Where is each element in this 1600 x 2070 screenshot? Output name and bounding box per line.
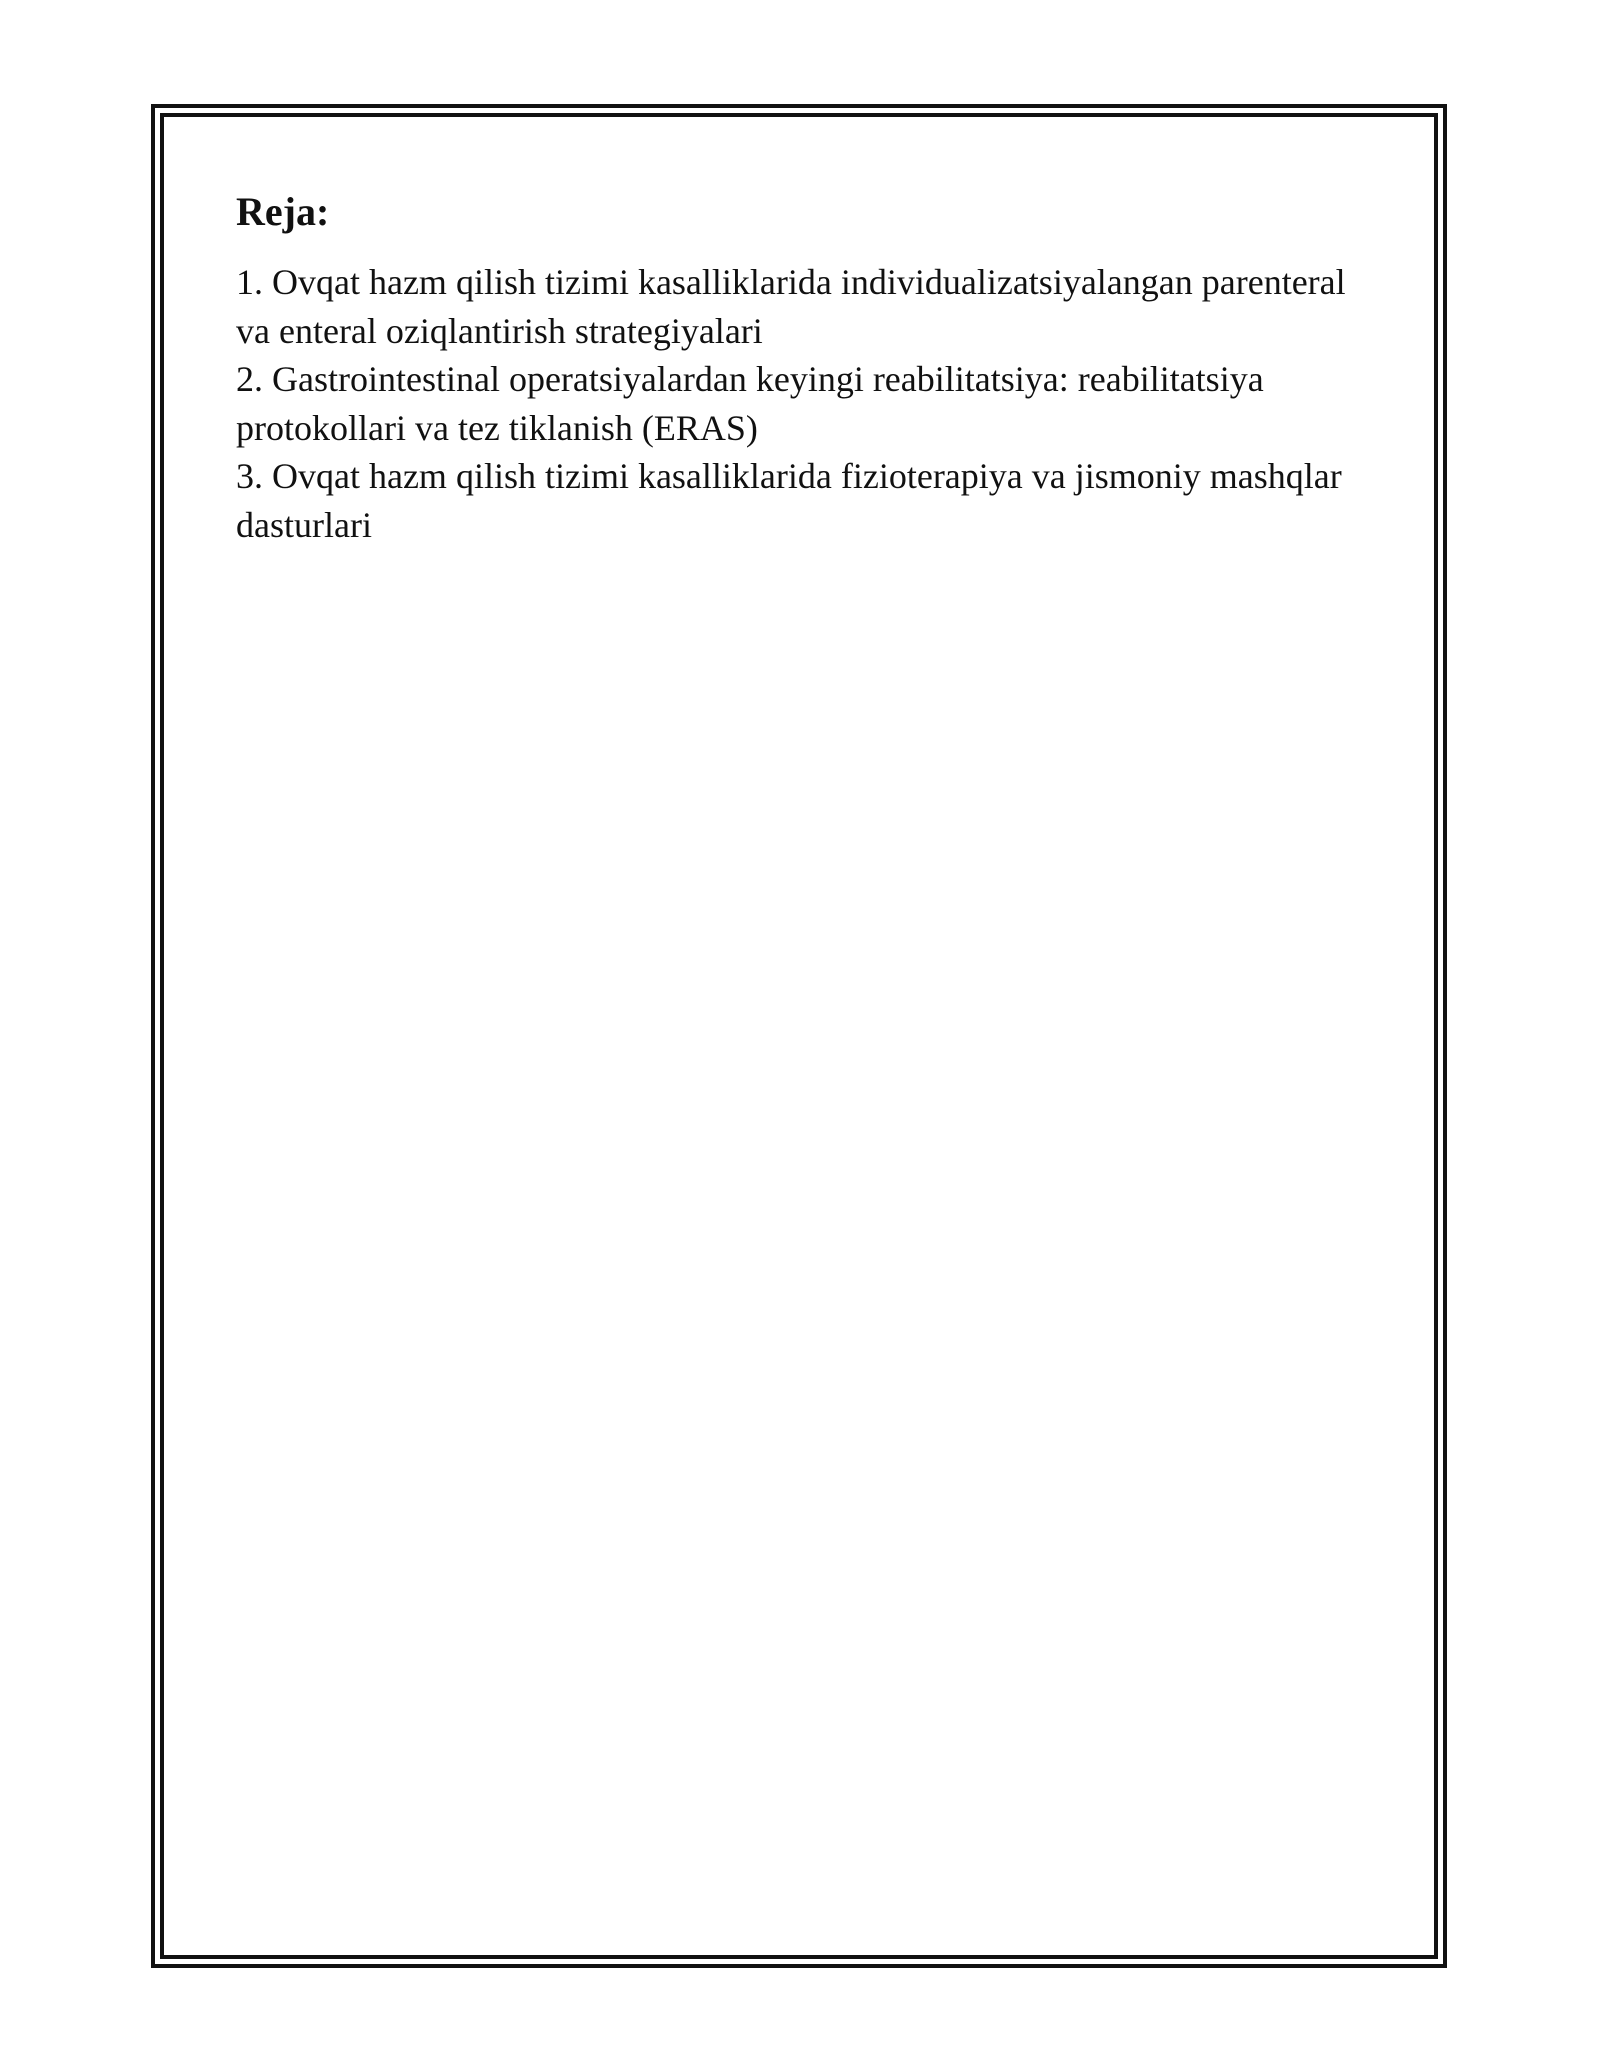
plan-list: [236, 258, 1376, 549]
document-body: [236, 186, 1376, 549]
plan-item-3: 3. Ovqat hazm qilish tizimi kasalliklarida fizioterapiya va jismoniy mashqlar dasturlari: [236, 456, 1342, 545]
plan-item-2: 2. Gastrointestinal operatsiyalardan keyingi reabilitatsiya: reabilitatsiya protokollari va tez tiklanish (ERAS): [236, 359, 1264, 448]
plan-item-1: 1. Ovqat hazm qilish tizimi kasalliklarida individualizatsiyalangan parenteral va enteral oziqlantirish strategiyalari: [236, 262, 1346, 351]
plan-heading: Reja:: [236, 189, 330, 234]
